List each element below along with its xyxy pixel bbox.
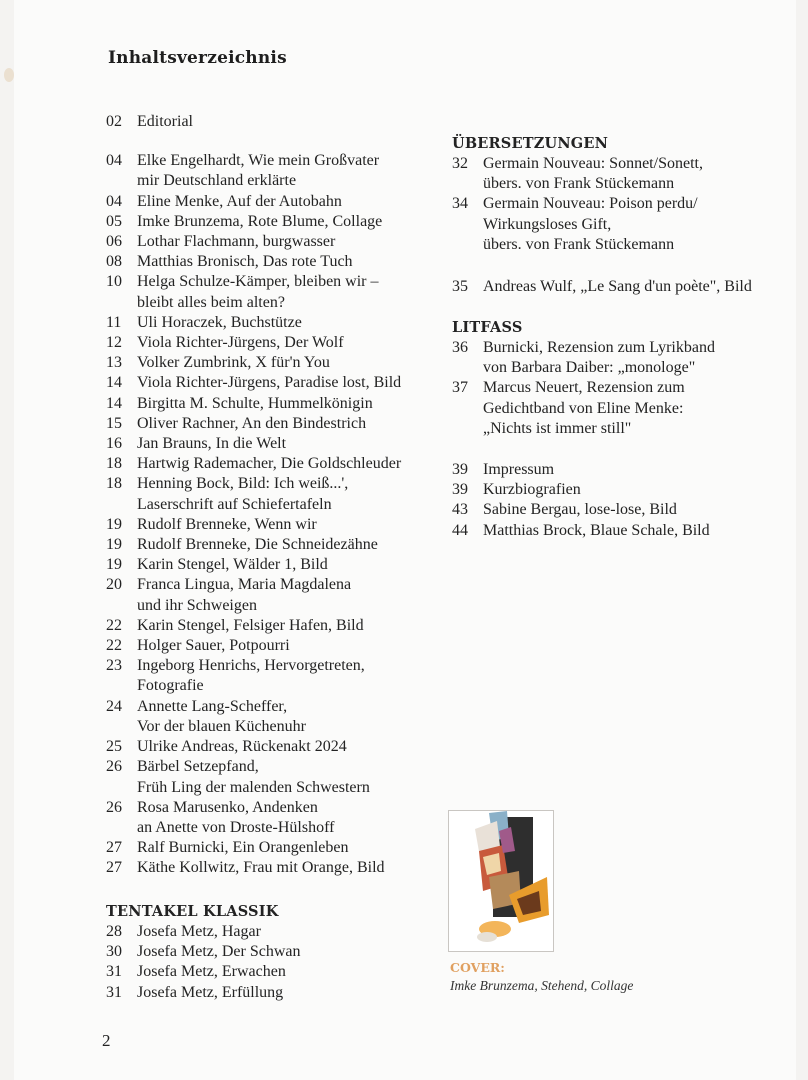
- toc-entry[interactable]: [106, 333, 401, 353]
- toc-page-number: 37: [452, 379, 468, 397]
- toc-entry[interactable]: [106, 798, 401, 838]
- toc-page-number: 31: [106, 963, 122, 981]
- toc-entry[interactable]: [106, 656, 401, 696]
- toc-entry[interactable]: [106, 232, 401, 252]
- toc-entry-text: Bärbel Setzepfand, Früh Ling der malenden Schwestern: [137, 758, 370, 796]
- toc-entry-text: Uli Horaczek, Buchstütze: [137, 313, 302, 331]
- toc-entry-text: Eline Menke, Auf der Autobahn: [137, 192, 342, 210]
- toc-page-number: 02: [106, 113, 122, 130]
- toc-page-number: 22: [106, 616, 122, 634]
- toc-entry-text: Josefa Metz, Erwachen: [137, 963, 286, 981]
- toc-entry-text: Impressum: [483, 461, 555, 478]
- toc-page-number: 10: [106, 273, 122, 291]
- toc-page-number: 31: [106, 983, 122, 1001]
- toc-entry-text: Karin Stengel, Wälder 1, Bild: [137, 556, 328, 574]
- toc-page-number: 19: [106, 515, 122, 533]
- toc-page-number: 16: [106, 435, 122, 453]
- toc-page-number: 28: [106, 923, 122, 940]
- toc-entry[interactable]: [106, 535, 401, 555]
- toc-entry-text: Matthias Bronisch, Das rote Tuch: [137, 253, 353, 271]
- toc-page-number: 13: [106, 354, 122, 372]
- toc-entry-text: Ingeborg Henrichs, Hervorgetreten, Fotografie: [137, 657, 365, 695]
- toc-entry-text: Burnicki, Rezension zum Lyrikband von Barbara Daiber: „monologe": [483, 339, 715, 377]
- toc-entry-text: Käthe Kollwitz, Frau mit Orange, Bild: [137, 859, 385, 877]
- toc-page-number: 04: [106, 152, 122, 170]
- toc-page-number: 26: [106, 798, 122, 816]
- toc-entry[interactable]: [106, 942, 301, 962]
- toc-entry-text: Elke Engelhardt, Wie mein Großvater mir Deutschland erklärte: [137, 152, 380, 190]
- toc-entry[interactable]: [452, 194, 703, 255]
- toc-entry-text: Rudolf Brenneke, Die Schneidezähne: [137, 536, 378, 554]
- toc-page-number: 06: [106, 233, 122, 251]
- cover-label: COVER:: [450, 960, 505, 975]
- toc-entry[interactable]: [106, 515, 401, 535]
- toc-entry-text: Rudolf Brenneke, Wenn wir: [137, 515, 317, 533]
- toc-entry-text: Hartwig Rademacher, Die Goldschleuder: [137, 455, 402, 473]
- toc-page-number: 22: [106, 637, 122, 655]
- toc-page-number: 15: [106, 414, 122, 432]
- toc-entry-text: Germain Nouveau: Poison perdu/ Wirkungsloses Gift, übers. von Frank Stückemann: [483, 195, 698, 253]
- toc-entry-wulf[interactable]: [452, 277, 752, 297]
- toc-page-number: 11: [106, 313, 122, 331]
- toc-entry-text: Sabine Bergau, lose-lose, Bild: [483, 501, 677, 519]
- toc-entry-text: Matthias Brock, Blaue Schale, Bild: [483, 521, 710, 539]
- toc-page-number: 34: [452, 195, 468, 213]
- section-title-klassik: TENTAKEL KLASSIK: [106, 903, 279, 920]
- toc-entry[interactable]: [106, 151, 401, 191]
- toc-entry[interactable]: [106, 474, 401, 514]
- toc-entry-text: Lothar Flachmann, burgwasser: [137, 233, 336, 251]
- toc-entry[interactable]: [106, 858, 401, 878]
- toc-page-number: 39: [452, 481, 468, 499]
- toc-entry[interactable]: [106, 555, 401, 575]
- final-entries: [452, 460, 710, 541]
- toc-entry[interactable]: [106, 373, 401, 393]
- toc-entry[interactable]: [106, 414, 401, 434]
- toc-entry-text: Marcus Neuert, Rezension zum Gedichtband von Eline Menke: „Nichts ist immer still": [483, 379, 685, 437]
- toc-entry[interactable]: [106, 434, 401, 454]
- toc-entry[interactable]: [106, 575, 401, 615]
- cover-caption: Imke Brunzema, Stehend, Collage: [450, 978, 634, 993]
- toc-entry-text: Jan Brauns, In die Welt: [137, 435, 287, 453]
- toc-entry-text: Ulrike Andreas, Rückenakt 2024: [137, 738, 347, 756]
- toc-entry[interactable]: [106, 838, 401, 858]
- toc-entry-text: Josefa Metz, Hagar: [137, 923, 261, 940]
- toc-entry-text: Birgitta M. Schulte, Hummelkönigin: [137, 394, 373, 412]
- toc-entry-text: Kurzbiografien: [483, 481, 581, 499]
- litfass-entries: [452, 338, 715, 439]
- page-smudge: [4, 68, 14, 82]
- toc-entry-text: Viola Richter-Jürgens, Paradise lost, Bild: [137, 374, 402, 392]
- toc-entry-text: Rosa Marusenko, Andenken an Anette von Droste-Hülshoff: [137, 798, 335, 836]
- wulf-entry-block: [452, 277, 752, 297]
- toc-page-number: 08: [106, 253, 122, 271]
- toc-entry-text: Henning Bock, Bild: Ich weiß...', Laserschrift auf Schiefertafeln: [137, 475, 349, 513]
- toc-left-column: [106, 112, 401, 879]
- toc-entry-text: Imke Brunzema, Rote Blume, Collage: [137, 212, 383, 230]
- toc-page-number: 20: [106, 576, 122, 594]
- toc-page-number: 19: [106, 536, 122, 554]
- section-title-litfass: LITFASS: [452, 319, 523, 336]
- toc-entry[interactable]: [452, 521, 710, 541]
- toc-entry[interactable]: [106, 697, 401, 737]
- toc-entry[interactable]: [106, 454, 401, 474]
- toc-entry-text: Josefa Metz, Der Schwan: [137, 943, 301, 961]
- toc-entry[interactable]: [106, 922, 301, 942]
- toc-entry[interactable]: [452, 480, 710, 500]
- toc-entry[interactable]: [106, 272, 401, 312]
- toc-entry[interactable]: [106, 313, 401, 333]
- section-title-uebersetzungen: ÜBERSETZUNGEN: [452, 135, 609, 152]
- toc-entry[interactable]: [106, 252, 401, 272]
- page-title: Inhaltsverzeichnis: [108, 48, 287, 68]
- toc-entry-text: Franca Lingua, Maria Magdalena und ihr Schweigen: [137, 576, 352, 614]
- toc-entry[interactable]: [106, 962, 301, 982]
- toc-page-number: 30: [106, 943, 122, 961]
- toc-entry-editorial[interactable]: [106, 112, 401, 132]
- toc-page-number: 44: [452, 521, 468, 539]
- toc-page-number: 05: [106, 212, 122, 230]
- toc-entry-text: Josefa Metz, Erfüllung: [137, 983, 284, 1001]
- uebersetzungen-entries: [452, 154, 703, 255]
- toc-entry[interactable]: [106, 636, 401, 656]
- toc-entry-text: Annette Lang-Scheffer, Vor der blauen Küchenuhr: [137, 697, 306, 735]
- litfass-section: [452, 318, 715, 439]
- toc-entry[interactable]: [106, 353, 401, 373]
- toc-entry[interactable]: [106, 983, 301, 1003]
- toc-page-number: 14: [106, 394, 122, 412]
- cover-collage-image: [448, 810, 554, 952]
- toc-page-number: 35: [452, 278, 468, 295]
- toc-entry-text: Karin Stengel, Felsiger Hafen, Bild: [137, 616, 364, 634]
- toc-entry[interactable]: [106, 394, 401, 414]
- toc-page-number: 14: [106, 374, 122, 392]
- toc-entry-text: Andreas Wulf, „Le Sang d'un poète", Bild: [483, 278, 752, 295]
- toc-page-number: 25: [106, 738, 122, 756]
- toc-page-number: 12: [106, 334, 122, 352]
- toc-entry[interactable]: [106, 192, 401, 212]
- toc-entry-text: Ralf Burnicki, Ein Orangenleben: [137, 839, 349, 857]
- toc-page-number: 36: [452, 339, 468, 356]
- toc-entry-text: Volker Zumbrink, X für'n You: [137, 354, 330, 372]
- toc-left-entries: [106, 151, 401, 878]
- toc-entry-text: Editorial: [137, 113, 193, 130]
- klassik-section: [106, 902, 301, 1003]
- collage-graphic: [449, 811, 553, 951]
- toc-page-number: 18: [106, 455, 122, 473]
- toc-entry-text: Viola Richter-Jürgens, Der Wolf: [137, 334, 344, 352]
- toc-entry[interactable]: [106, 616, 401, 636]
- toc-page-number: 32: [452, 155, 468, 172]
- toc-page-number: 23: [106, 657, 122, 675]
- toc-entry[interactable]: [452, 460, 710, 480]
- toc-entry[interactable]: [452, 338, 715, 378]
- uebersetzungen-section: [452, 134, 703, 255]
- toc-entry-text: Helga Schulze-Kämper, bleiben wir – bleibt alles beim alten?: [137, 273, 379, 311]
- toc-page-number: 43: [452, 501, 468, 519]
- toc-page-number: 19: [106, 556, 122, 574]
- toc-entry[interactable]: [452, 500, 710, 520]
- toc-entry-text: Germain Nouveau: Sonnet/Sonett, übers. von Frank Stückemann: [483, 155, 703, 193]
- toc-page-number: 26: [106, 758, 122, 776]
- toc-entry[interactable]: [106, 212, 401, 232]
- toc-page-number: 18: [106, 475, 122, 493]
- toc-entry[interactable]: [106, 737, 401, 757]
- toc-entry-text: Holger Sauer, Potpourri: [137, 637, 290, 655]
- toc-page-number: 39: [452, 461, 468, 478]
- toc-page-number: 27: [106, 839, 122, 857]
- toc-entry[interactable]: [452, 154, 703, 194]
- page-number: 2: [102, 1031, 111, 1050]
- toc-page-number: 27: [106, 859, 122, 877]
- toc-entry-text: Oliver Rachner, An den Bindestrich: [137, 414, 367, 432]
- toc-entry[interactable]: [106, 757, 401, 797]
- klassik-entries: [106, 922, 301, 1003]
- toc-page-number: 04: [106, 192, 122, 210]
- toc-entry[interactable]: [452, 378, 715, 439]
- final-entries-block: [452, 460, 710, 541]
- toc-page-number: 24: [106, 697, 122, 715]
